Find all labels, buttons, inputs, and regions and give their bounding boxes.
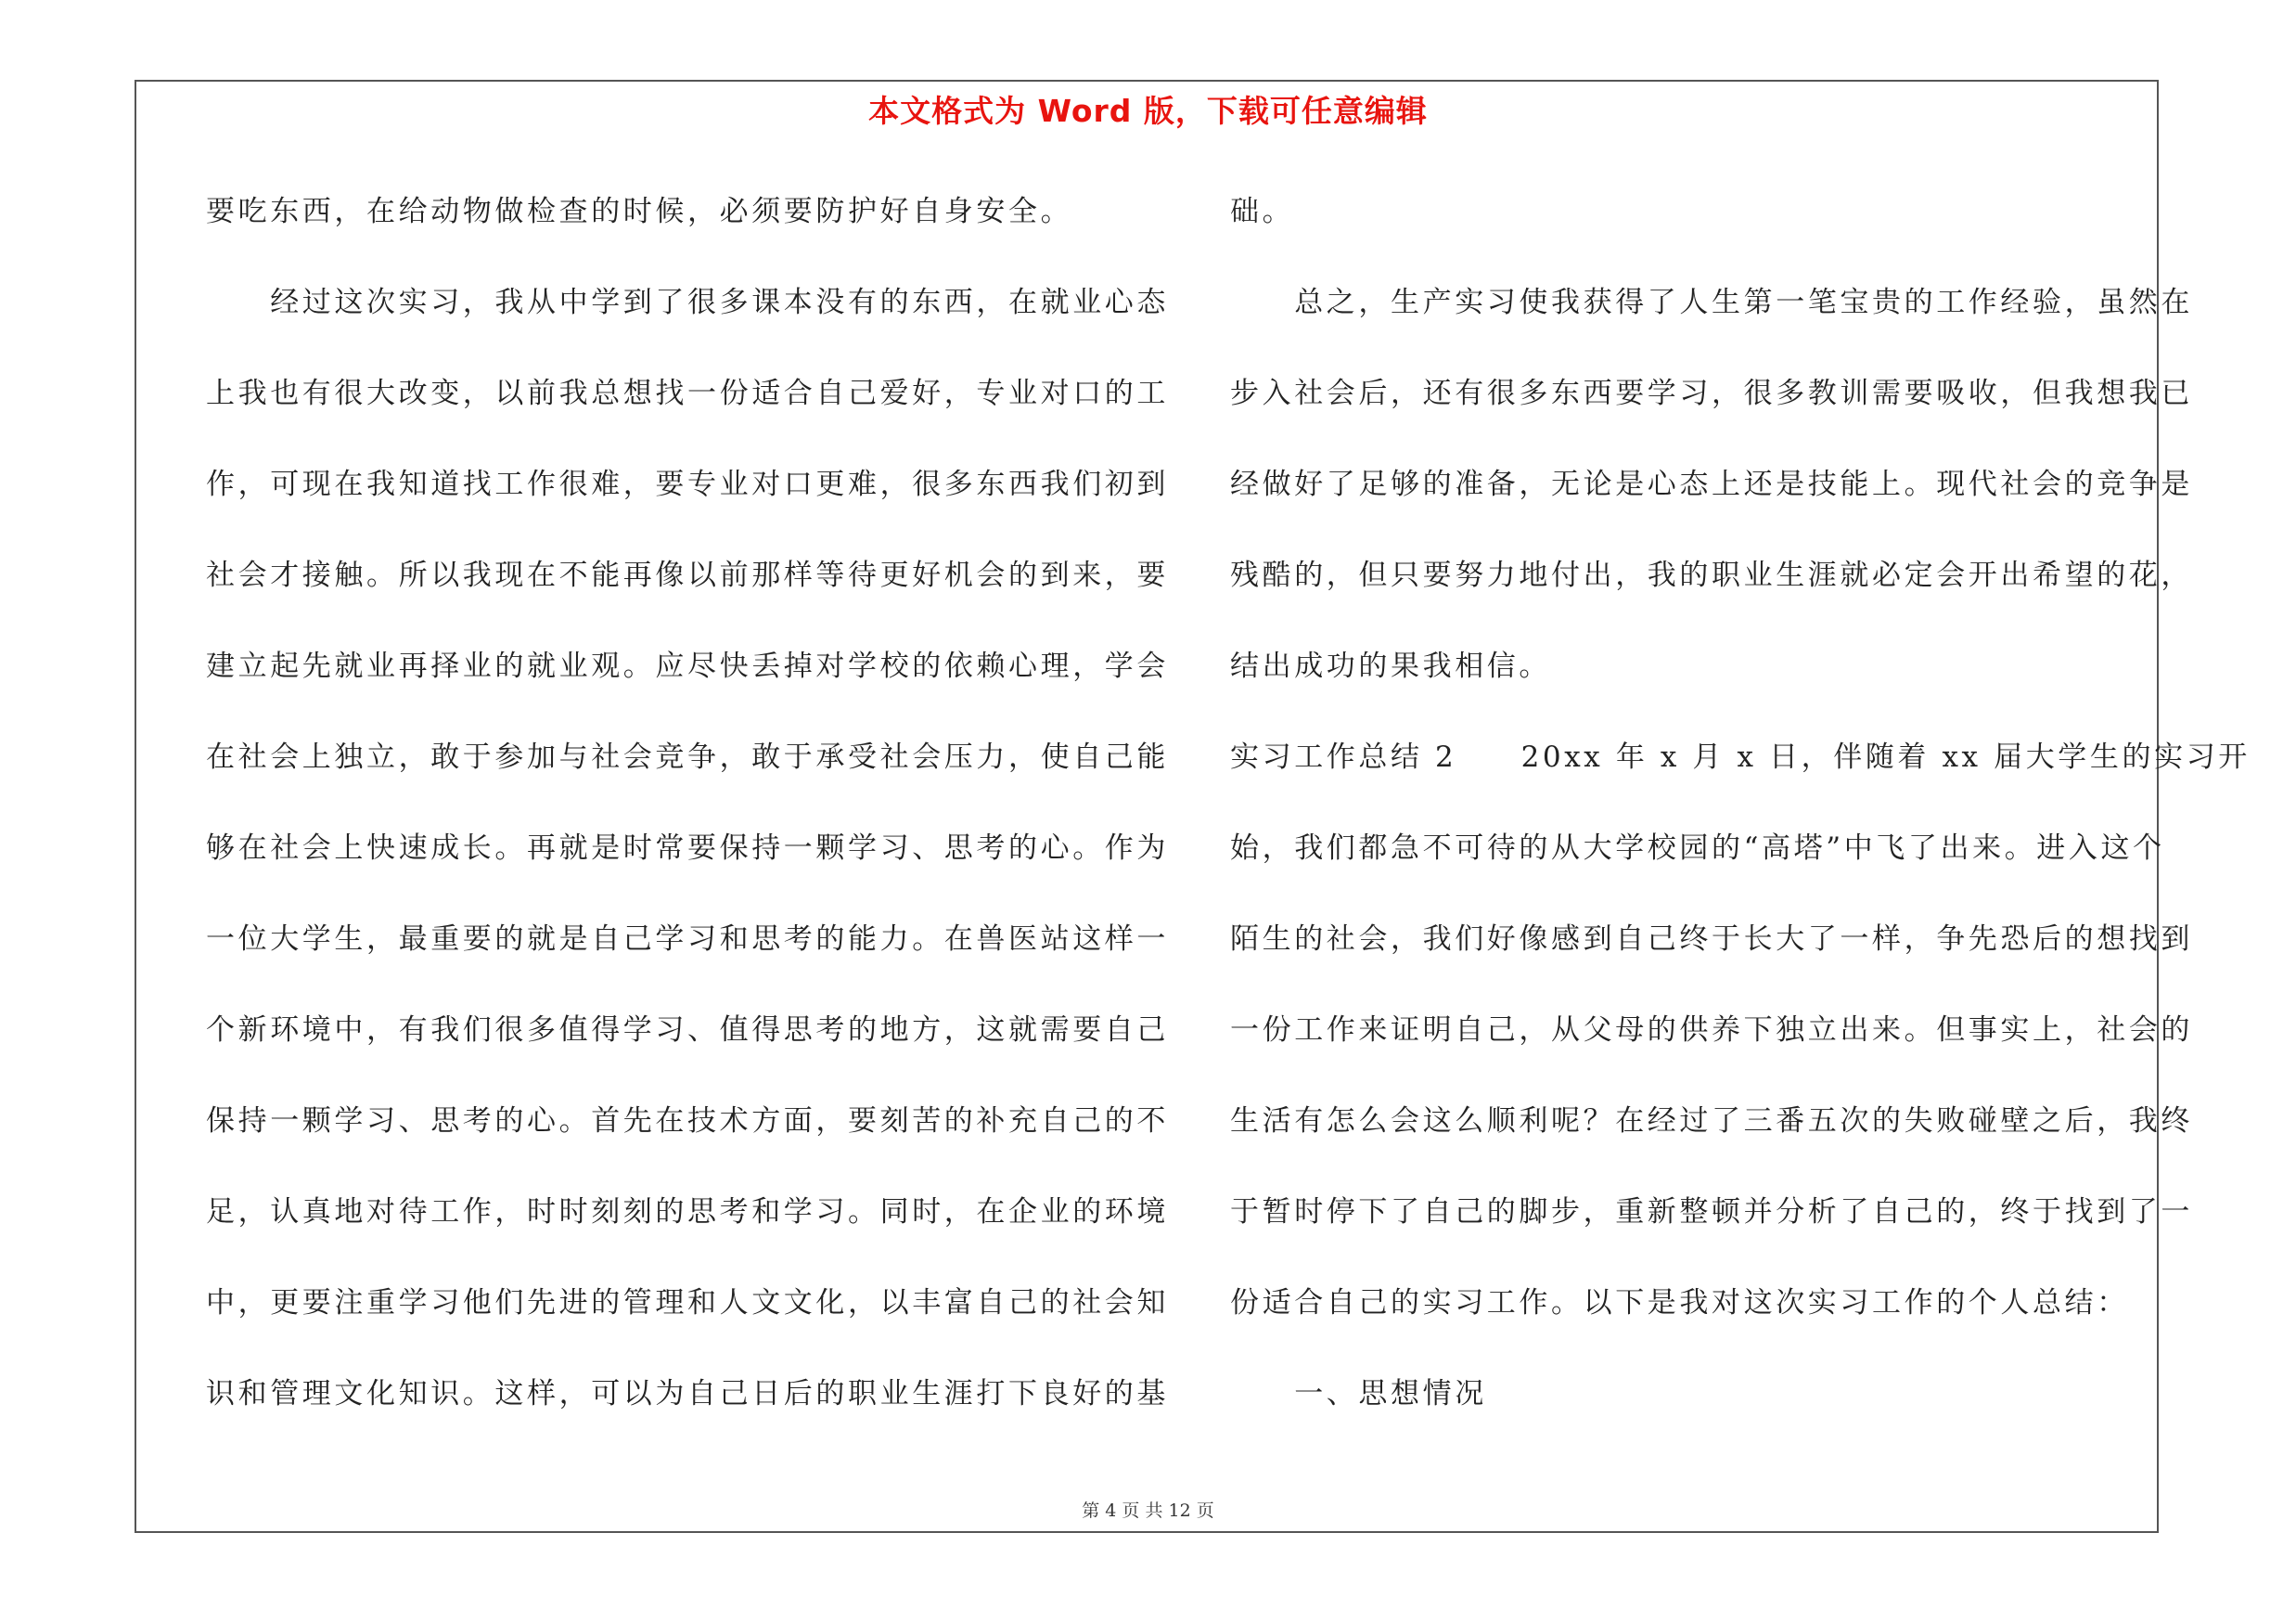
text-line: 保持一颗学习、思考的心。首先在技术方面，要刻苦的补充自己的不 xyxy=(206,1104,1169,1138)
text-line: 建立起先就业再择业的就业观。应尽快丢掉对学校的依赖心理，学会 xyxy=(206,650,1169,683)
left-text-column xyxy=(206,183,1169,1456)
text-line: 份适合自己的实习工作。以下是我对这次实习工作的个人总结： xyxy=(1230,1286,2129,1320)
page-number-footer: 第 4 页 共 12 页 xyxy=(1082,1501,1214,1521)
section-heading-line: 实习工作总结 2 20xx 年 x 月 x 日，伴随着 xx 届大学生的实习开 xyxy=(1230,741,2251,774)
text-line: 残酷的，但只要努力地付出，我的职业生涯就必定会开出希望的花， xyxy=(1230,559,2193,592)
text-line: 要吃东西，在给动物做检查的时候，必须要防护好自身安全。 xyxy=(206,195,1073,228)
text-line: 步入社会后，还有很多东西要学习，很多教训需要吸收，但我想我已 xyxy=(1230,377,2193,410)
text-line: 作，可现在我知道找工作很难，要专业对口更难，很多东西我们初到 xyxy=(206,468,1169,501)
text-line: 中，更要注重学习他们先进的管理和人文文化，以丰富自己的社会知 xyxy=(206,1286,1169,1320)
text-line: 在社会上独立，敢于参加与社会竞争，敢于承受社会压力，使自己能 xyxy=(206,741,1169,774)
text-line: 社会才接触。所以我现在不能再像以前那样等待更好机会的到来，要 xyxy=(206,559,1169,592)
subheading-line: 一、思想情况 xyxy=(1230,1377,1487,1410)
text-line: 于暂时停下了自己的脚步，重新整顿并分析了自己的，终于找到了一 xyxy=(1230,1195,2193,1229)
text-line: 经过这次实习，我从中学到了很多课本没有的东西，在就业心态 xyxy=(206,286,1169,319)
text-line: 识和管理文化知识。这样，可以为自己日后的职业生涯打下良好的基 xyxy=(206,1377,1169,1410)
text-line: 一份工作来证明自己，从父母的供养下独立出来。但事实上，社会的 xyxy=(1230,1013,2193,1047)
text-line: 总之，生产实习使我获得了人生第一笔宝贵的工作经验，虽然在 xyxy=(1230,286,2193,319)
right-text-column xyxy=(1230,183,2251,1456)
text-line: 上我也有很大改变，以前我总想找一份适合自己爱好，专业对口的工 xyxy=(206,377,1169,410)
text-line: 陌生的社会，我们好像感到自己终于长大了一样，争先恐后的想找到 xyxy=(1230,922,2193,956)
text-line: 一位大学生，最重要的就是自己学习和思考的能力。在兽医站这样一 xyxy=(206,922,1169,956)
text-line: 够在社会上快速成长。再就是时常要保持一颗学习、思考的心。作为 xyxy=(206,831,1169,865)
text-line: 个新环境中，有我们很多值得学习、值得思考的地方，这就需要自己 xyxy=(206,1013,1169,1047)
text-line: 经做好了足够的准备，无论是心态上还是技能上。现代社会的竞争是 xyxy=(1230,468,2193,501)
text-line: 结出成功的果我相信。 xyxy=(1230,650,1551,683)
text-line: 始，我们都急不可待的从大学校园的“高塔”中飞了出来。进入这个 xyxy=(1230,831,2165,865)
word-format-banner: 本文格式为 Word 版，下载可任意编辑 xyxy=(868,93,1428,129)
text-line: 足，认真地对待工作，时时刻刻的思考和学习。同时，在企业的环境 xyxy=(206,1195,1169,1229)
text-line: 础。 xyxy=(1230,195,1295,228)
text-line: 生活有怎么会这么顺利呢？在经过了三番五次的失败碰壁之后，我终 xyxy=(1230,1104,2193,1138)
